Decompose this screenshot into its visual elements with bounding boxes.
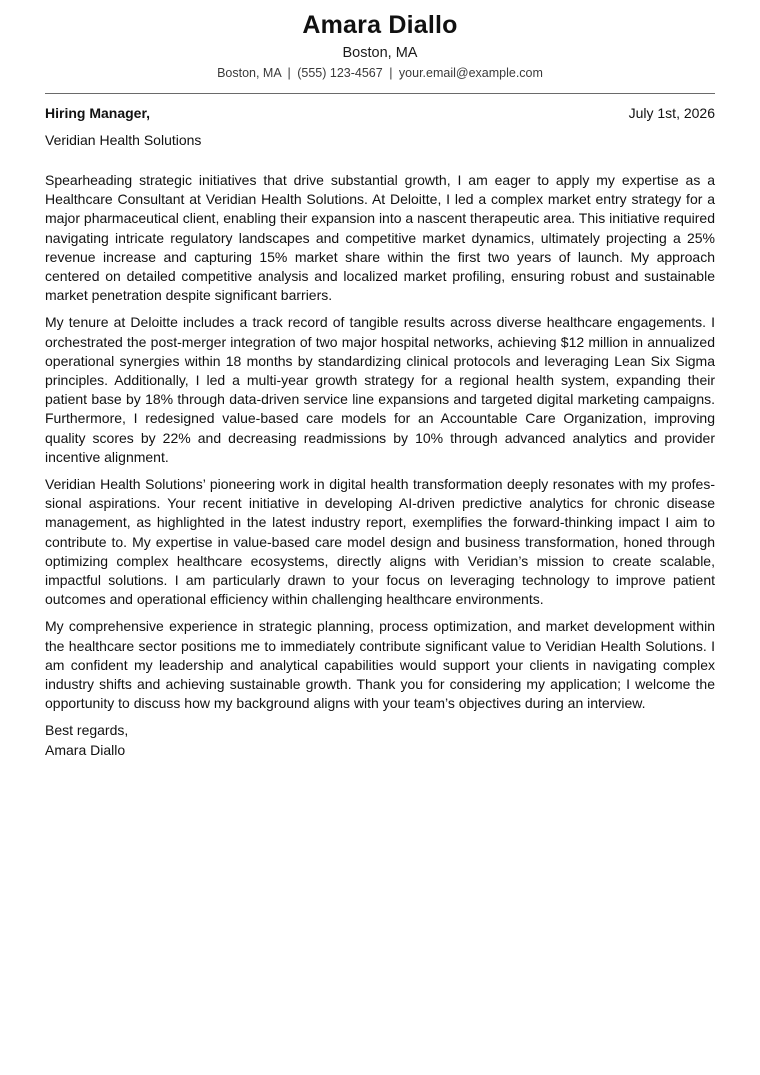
applicant-name: Amara Diallo bbox=[302, 11, 458, 39]
closing-salutation: Best regards, bbox=[45, 722, 129, 739]
letter-meta-row bbox=[45, 104, 715, 123]
letter-date: July 1st, 2026 bbox=[628, 105, 715, 121]
body-paragraph: My comprehensive experience in strategic planning, process optimization, and market development within the healthcare sector positions me to immediately contribute significant value to Veridian Health Solutions. I am confident my leadership and analytical capabilities would support your clients in navigating complex industry shifts and achieving sustainable growth. Thank you for considering my application; I welcome the opportunity to discuss how my background aligns with your team’s objectives during an interview. bbox=[45, 618, 715, 712]
letter-body bbox=[45, 171, 715, 713]
body-paragraph: Veridian Health Solutions’ pioneering work in digital health transformation deeply resonates with my professional aspirations. Your recent initiative in developing AI-driven predictive analytics for chronic disease management, as highlighted in the latest industry report, exemplifies the forward-thinking impact I aim to contribute to. My expertise in value-based care model design and business transformation, honed through optimizing complex healthcare ecosystems, directly aligns with Veridian’s mission to create scalable, impactful solutions. I am particularly drawn to your focus on leveraging technology to improve patient outcomes and operational efficiency within challenging healthcare environments. bbox=[45, 476, 715, 608]
company-name: Veridian Health Solutions bbox=[45, 132, 202, 148]
cover-letter-page bbox=[45, 0, 715, 760]
contact-location: Boston, MA bbox=[217, 66, 281, 80]
contact-email: your.email@example.com bbox=[398, 66, 543, 80]
contact-line bbox=[45, 65, 715, 81]
contact-separator: | bbox=[389, 66, 393, 80]
body-paragraph: My tenure at Deloitte includes a track record of tangible results across diverse healthcare engagements. I orchestrated the post-merger integration of two major hospital networks, achieving $12 million in annualized operational synergies within 18 months by standardizing clinical protocols and leveraging Lean Six Sigma principles. Additionally, I led a multi-year growth strategy for a regional health system, expanding their patient base by 18% through data-driven service line expansions and targeted digital marketing campaigns. Furthermore, I redesigned value-based care models for an Accountable Care Organization, improving quality scores by 22% and decreasing readmissions by 10% through advanced analytics and provider incentive alignment. bbox=[45, 314, 715, 465]
header-divider bbox=[45, 93, 715, 94]
recipient: Hiring Manager, bbox=[45, 105, 151, 121]
applicant-location: Boston, MA bbox=[342, 45, 418, 61]
closing-block bbox=[45, 721, 715, 759]
signature-name: Amara Diallo bbox=[45, 741, 126, 758]
contact-phone: (555) 123-4567 bbox=[297, 66, 383, 80]
contact-separator: | bbox=[287, 66, 291, 80]
body-paragraph: Spearheading strategic initiatives that drive substantial growth, I am eager to apply my expertise as a Healthcare Consultant at Veridian Health Solutions. At Deloitte, I led a complex market entry strategy for a major pharmaceutical client, enabling their expansion into a nascent therapeutic area. This initiative required navigating intricate regulatory landscapes and competitive market dynamics, ultimately projecting a 25% revenue increase and capturing 15% market share within the first two years of launch. My approach centered on detailed competitive analysis and localized market profiling, ensuring robust and sustainable market penetration despite significant barriers. bbox=[45, 172, 715, 304]
